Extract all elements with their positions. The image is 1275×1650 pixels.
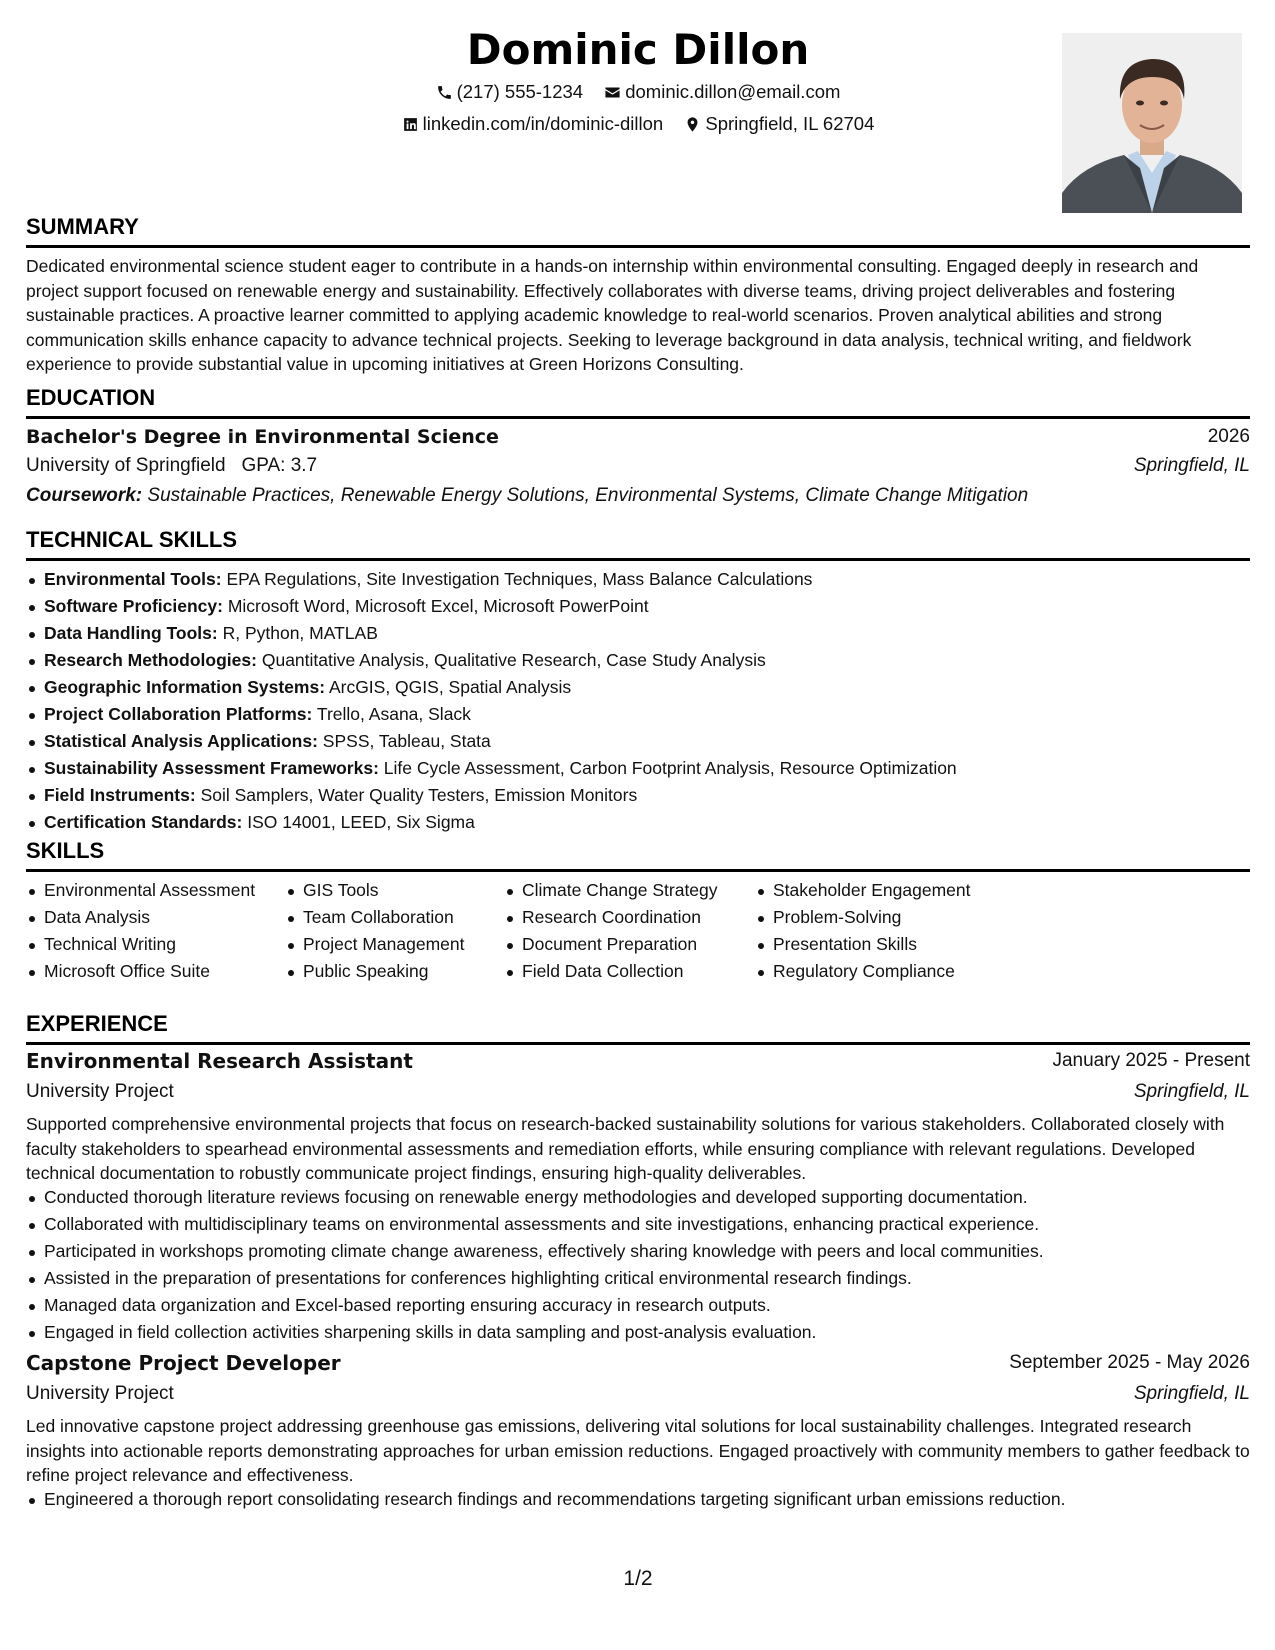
location-text: Springfield, IL 62704 [705,113,875,134]
list-item: Certification Standards: ISO 14001, LEED, Six Sigma [44,809,1268,836]
list-item: Assisted in the preparation of presentations for conferences highlighting critical environmental research findings. [44,1265,1268,1292]
linkedin-contact[interactable] [402,112,664,136]
degree-name: Bachelor's Degree in Environmental Science [26,426,499,448]
technical-skills-list [26,566,1268,836]
coursework-line [26,483,1028,509]
resume-header [26,24,1250,214]
skills-grid [26,877,1026,987]
list-item: Engineered a thorough report consolidating research findings and recommendations targeting significant urban emissions reduction. [44,1486,1268,1513]
coursework-list: Sustainable Practices, Renewable Energy Solutions, Environmental Systems, Climate Change Mitigation [147,485,1029,506]
list-item: Presentation Skills [773,931,1275,958]
list-item: GIS Tools [303,877,1275,904]
list-item: Research Methodologies: Quantitative Analysis, Qualitative Research, Case Study Analysis [44,647,1268,674]
list-item: Project Management [303,931,1275,958]
list-item: Environmental Tools: EPA Regulations, Site Investigation Techniques, Mass Balance Calculations [44,566,1268,593]
coursework-label: Coursework: [26,485,143,506]
list-item: Document Preparation [522,931,1275,958]
phone-text: (217) 555-1234 [456,81,584,102]
job-1-dates: January 2025 - Present [1052,1050,1250,1071]
job-1-description: Supported comprehensive environmental projects that focus on research-backed sustainability solutions for various stakeholders. Collaborated closely with faculty stakeholders to spearhead environmental assessments and remediation efforts, while ensuring compliance with relevant regulations. Developed technical documentation to robustly communicate project findings, ensuring high-quality deliverables. [26,1114,1225,1183]
education-heading: EDUCATION [26,384,1250,419]
job-1-org: University Project [26,1081,174,1102]
phone-icon [436,84,453,101]
list-item: Data Analysis [44,904,1268,931]
list-item: Regulatory Compliance [773,958,1275,985]
location-contact [684,112,874,136]
school-location: Springfield, IL [1133,455,1250,476]
list-item: Climate Change Strategy [522,877,1275,904]
job-2-bullets [26,1486,1268,1513]
job-2-description: Led innovative capstone project addressing greenhouse gas emissions, delivering vital solutions for local sustainability challenges. Integrated research insights into actionable reports demonstrating approaches for urban emission reductions. Engaged proactively with community members to gather feedback to refine project relevance and effectiveness. [26,1416,1250,1485]
list-item: Managed data organization and Excel-based reporting ensuring accuracy in research outputs. [44,1292,1268,1319]
job-2-role: Capstone Project Developer [26,1351,341,1375]
list-item: Engaged in field collection activities sharpening skills in data sampling and post-analysis evaluation. [44,1319,1268,1346]
technical-skills-heading: TECHNICAL SKILLS [26,526,1250,561]
list-item: Stakeholder Engagement [773,877,1275,904]
resume-page [26,0,1250,1650]
summary-text: Dedicated environmental science student eager to contribute in a hands-on internship within environmental consulting. Engaged deeply in research and project support focused on renewable energy and sustainability. Effectively collaborates with diverse teams, driving project deliverables and fostering sustainable practices. A proactive learner committed to applying academic knowledge to real-world scenarios. Proven analytical abilities and strong communication skills enhance capacity to advance technical projects. Seeking to leverage background in data analysis, technical writing, and fieldwork experience to provide substantial value in upcoming initiatives at Green Horizons Consulting. [26,256,1199,374]
experience-heading: EXPERIENCE [26,1010,1250,1045]
list-item: Geographic Information Systems: ArcGIS, QGIS, Spatial Analysis [44,674,1268,701]
envelope-icon [604,84,621,101]
job-2-location: Springfield, IL [1133,1383,1250,1404]
page-number: 1/2 [623,1567,653,1590]
list-item: Participated in workshops promoting climate change awareness, effectively sharing knowledge with peers and local communities. [44,1238,1268,1265]
skills-column-4 [755,877,1275,985]
school-line [26,453,317,479]
job-2-dates: September 2025 - May 2026 [1009,1352,1250,1373]
email-contact[interactable] [604,80,840,104]
email-text: dominic.dillon@email.com [625,81,841,102]
linkedin-icon [402,116,419,133]
list-item: Team Collaboration [303,904,1275,931]
list-item: Field Instruments: Soil Samplers, Water Quality Testers, Emission Monitors [44,782,1268,809]
job-1-bullets [26,1184,1268,1346]
list-item: Field Data Collection [522,958,1275,985]
list-item: Public Speaking [303,958,1275,985]
list-item: Microsoft Office Suite [44,958,1268,985]
phone-contact[interactable] [436,80,584,104]
list-item: Software Proficiency: Microsoft Word, Microsoft Excel, Microsoft PowerPoint [44,593,1268,620]
list-item: Sustainability Assessment Frameworks: Life Cycle Assessment, Carbon Footprint Analysis, Resource Optimization [44,755,1268,782]
job-1-location: Springfield, IL [1133,1081,1250,1102]
list-item: Problem-Solving [773,904,1275,931]
list-item: Research Coordination [522,904,1275,931]
list-item: Statistical Analysis Applications: SPSS, Tableau, Stata [44,728,1268,755]
job-2-org: University Project [26,1383,174,1404]
candidate-name: Dominic Dillon [466,25,810,74]
list-item: Project Collaboration Platforms: Trello, Asana, Slack [44,701,1268,728]
graduation-year: 2026 [1207,426,1250,447]
list-item: Data Handling Tools: R, Python, MATLAB [44,620,1268,647]
school-name: University of Springfield [26,455,226,476]
job-1-role: Environmental Research Assistant [26,1049,413,1073]
map-pin-icon [684,116,701,133]
skills-heading: SKILLS [26,837,1250,872]
profile-photo [1062,33,1242,213]
list-item: Environmental Assessment [44,877,1268,904]
linkedin-text: linkedin.com/in/dominic-dillon [422,113,664,134]
list-item: Conducted thorough literature reviews focusing on renewable energy methodologies and developed supporting documentation. [44,1184,1268,1211]
summary-heading: SUMMARY [26,213,1250,248]
list-item: Technical Writing [44,931,1268,958]
list-item: Collaborated with multidisciplinary teams on environmental assessments and site investigations, enhancing practical experience. [44,1211,1268,1238]
gpa: GPA: 3.7 [241,455,318,476]
